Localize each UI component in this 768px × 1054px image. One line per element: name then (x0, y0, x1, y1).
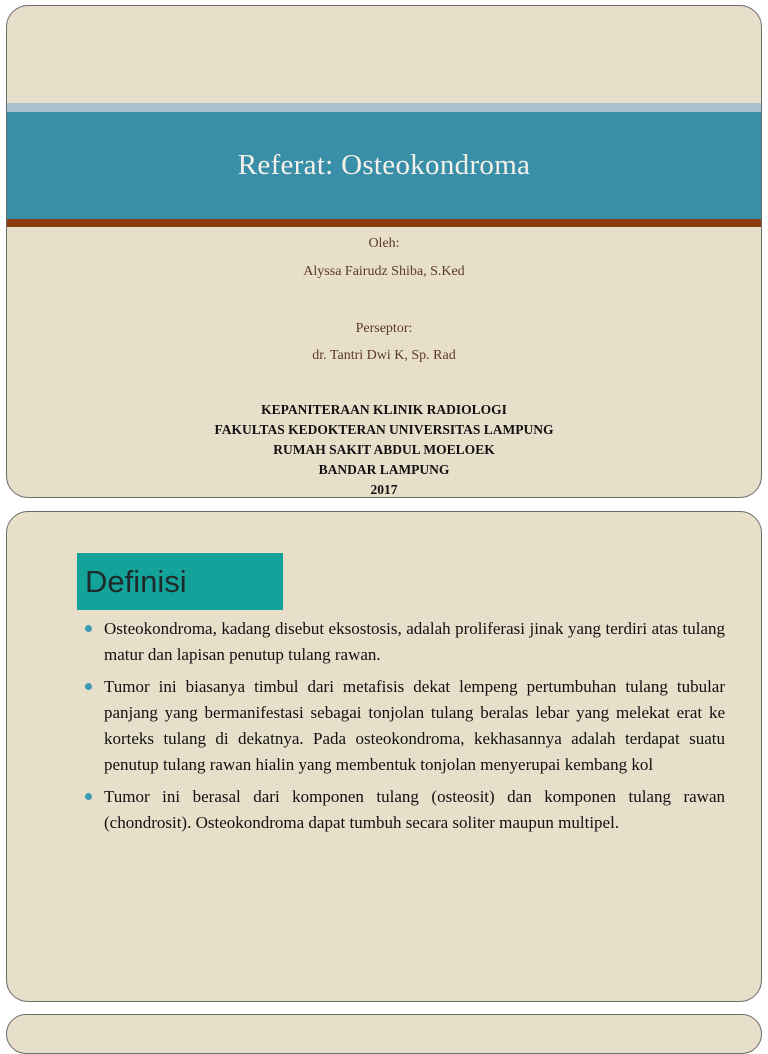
institution-line: RUMAH SAKIT ABDUL MOELOEK (273, 442, 495, 457)
institution-line: FAKULTAS KEDOKTERAN UNIVERSITAS LAMPUNG (214, 422, 554, 437)
heading-box (77, 553, 283, 610)
list-item (85, 784, 725, 836)
bullet-icon (85, 793, 92, 800)
institution-line: KEPANITERAAN KLINIK RADIOLOGI (261, 402, 507, 417)
author-label: Oleh: (368, 236, 400, 251)
author-name: Alyssa Fairudz Shiba, S.Ked (303, 264, 465, 279)
title-band (7, 112, 761, 219)
bullet-list (85, 616, 725, 842)
list-item (85, 616, 725, 668)
slide-heading: Definisi (85, 563, 187, 599)
slide-title: Referat: Osteokondroma (237, 149, 531, 181)
bullet-text: Tumor ini biasanya timbul dari metafisis dekat lempeng pertumbuhan tulang tubular panjang yang bermanifestasi sebagai tonjolan tulang beralas lebar yang melekat erat ke korteks tulang di dekatnya. Pada osteokondroma, kekhasannya adalah terdapat suatu penutup tulang rawan hialin yang membentuk tonjolan menyerupai kembang kol (104, 677, 725, 774)
institution-year: 2017 (370, 482, 398, 497)
bullet-text: Tumor ini berasal dari komponen tulang (osteosit) dan komponen tulang rawan (chondrosit). Osteokondroma dapat tumbuh secara soliter maupun multipel. (104, 787, 725, 832)
title-band-bottom-stripe (7, 219, 761, 227)
bullet-text: Osteokondroma, kadang disebut eksostosis, adalah proliferasi jinak yang terdiri atas tulang matur dan lapisan penutup tulang rawan. (104, 619, 725, 664)
list-item (85, 674, 725, 778)
institution-block (7, 400, 761, 498)
bullet-icon (85, 683, 92, 690)
bullet-icon (85, 625, 92, 632)
definition-slide (6, 511, 762, 1002)
preceptor-name: dr. Tantri Dwi K, Sp. Rad (312, 348, 456, 363)
next-slide-partial (6, 1014, 762, 1054)
title-slide (6, 5, 762, 498)
title-band-top-stripe (7, 103, 761, 112)
institution-line: BANDAR LAMPUNG (318, 462, 450, 477)
preceptor-label: Perseptor: (355, 321, 413, 336)
